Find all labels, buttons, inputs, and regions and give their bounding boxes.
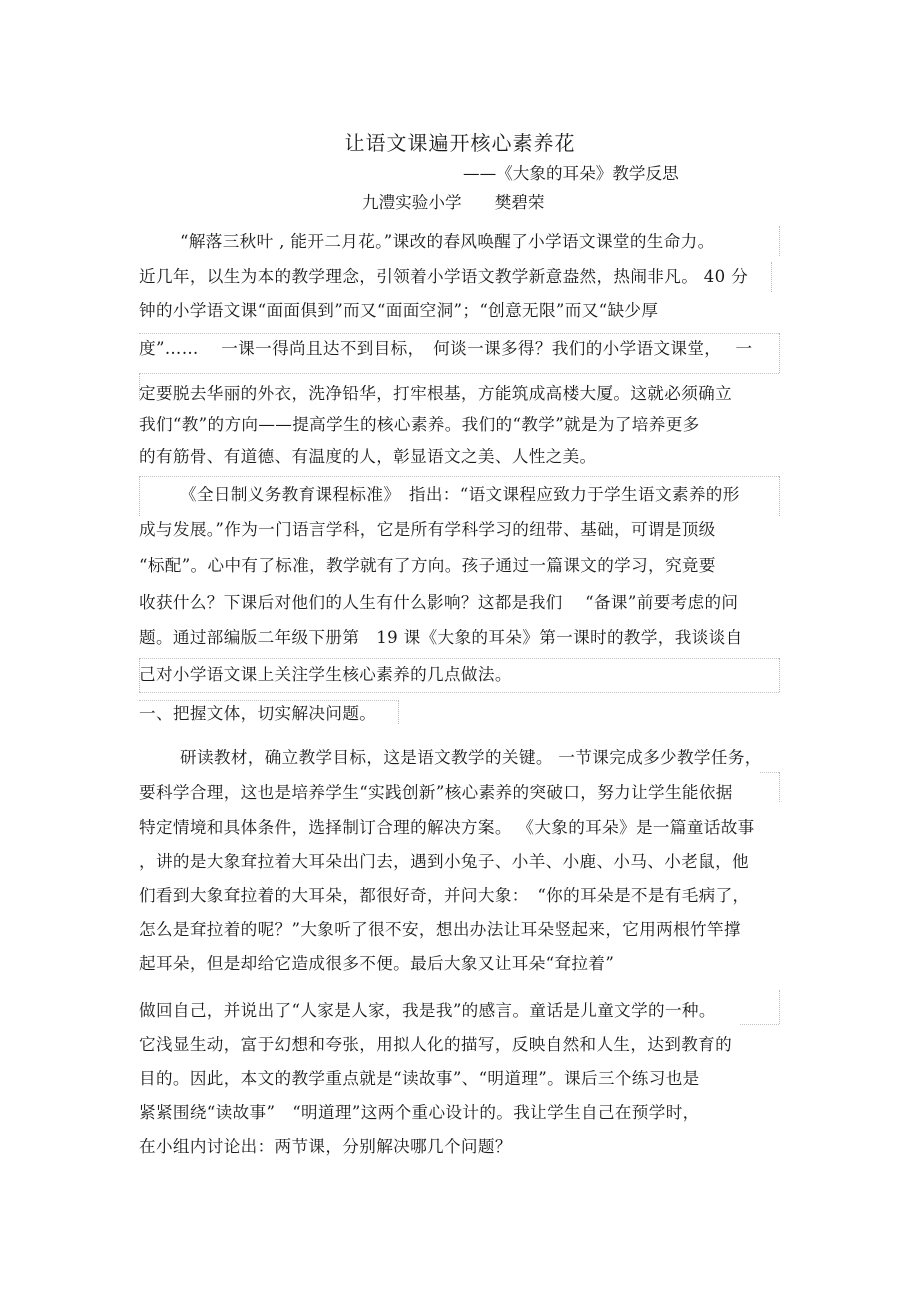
scan-mark bbox=[779, 333, 780, 373]
body-line: 做回自己，并说出了“人家是人家，我是我”的感言。童话是儿童文学的一种。 bbox=[139, 1001, 716, 1020]
scan-mark bbox=[139, 373, 779, 374]
body-line: 定要脱去华丽的外衣，洗净铅华，打牢根基，方能筑成高楼大厦。这就必须确立 bbox=[139, 384, 733, 403]
body-line: “解落三秋叶 , 能开二月花。”课改的春风唤醒了小学语文课堂的生命力。 bbox=[180, 232, 715, 251]
scan-mark bbox=[779, 658, 780, 692]
body-line: 《全日制义务教育课程标准》 指出：“语文课程应致力于学生语文素养的形 bbox=[180, 485, 740, 504]
body-line: 在小组内讨论出：两节课，分别解决哪几个问题？ bbox=[139, 1137, 512, 1156]
scan-mark bbox=[740, 1024, 779, 1025]
scan-mark bbox=[139, 333, 779, 334]
scan-mark bbox=[760, 772, 779, 773]
body-line: 近几年，以生为本的教学理念，引领着小学语文教学新意盎然，热闹非凡。 40 分 bbox=[139, 267, 749, 286]
body-line: 题。通过部编版二年级下册第 19 课《大象的耳朵》第一课时的教学，我谈谈自 bbox=[139, 628, 743, 647]
body-line: 要科学合理，这也是培养学生“实践创新”核心素养的突破口，努力让学生能依据 bbox=[139, 783, 733, 802]
scan-mark bbox=[139, 700, 399, 701]
body-line: 特定情境和具体条件，选择制订合理的解决方案。 《大象的耳朵》是一篇童话故事 bbox=[139, 818, 755, 837]
body-line: 度”…… 一课一得尚且达不到目标， 何谈一课多得？我们的小学语文课堂， 一 bbox=[139, 339, 753, 358]
scan-mark bbox=[139, 476, 140, 516]
scan-mark bbox=[139, 476, 779, 477]
scan-mark bbox=[779, 226, 780, 256]
author-line: 九澧实验小学 樊碧荣 bbox=[362, 193, 545, 212]
body-line: ，讲的是大象耷拉着大耳朵出门去，遇到小兔子、小羊、小鹿、小马、小老鼠，他 bbox=[139, 852, 749, 871]
scan-mark bbox=[779, 476, 780, 516]
page-subtitle: ——《大象的耳朵》教学反思 bbox=[463, 164, 679, 183]
scan-mark bbox=[139, 658, 140, 692]
body-line: 的有筋骨、有道德、有温度的人，彰显语文之美、人性之美。 bbox=[139, 447, 597, 466]
body-line: 研读教材，确立教学目标，这是语文教学的关键。 一节课完成多少教学任务， bbox=[180, 748, 762, 767]
scan-mark bbox=[398, 700, 399, 724]
body-line: “标配”。心中有了标准，教学就有了方向。孩子通过一篇课文的学习，究竟要 bbox=[139, 556, 716, 575]
scan-mark bbox=[139, 658, 779, 659]
scan-mark bbox=[139, 373, 140, 399]
scan-mark bbox=[779, 990, 780, 1024]
scan-mark bbox=[139, 692, 779, 693]
body-line: 们看到大象耷拉着的大耳朵，都很好奇，并问大象： “你的耳朵是不是有毛病了， bbox=[139, 886, 750, 905]
body-line: 己对小学语文课上关注学生核心素养的几点做法。 bbox=[139, 665, 512, 684]
body-line: 怎么是耷拉着的呢？”大象听了很不安，想出办法让耳朵竖起来，它用两根竹竿撑 bbox=[139, 920, 741, 939]
body-line: 它浅显生动，富于幻想和夸张，用拟人化的描写，反映自然和人生，达到教育的 bbox=[139, 1035, 733, 1054]
body-line: 我们“教”的方向——提高学生的核心素养。我们的“教学”就是为了培养更多 bbox=[139, 415, 700, 434]
body-line: 钟的小学语文课“面面俱到”而又“面面空洞”；“创意无限”而又“缺少厚 bbox=[139, 301, 659, 320]
body-line: 收获什么？下课后对他们的人生有什么影响？这都是我们 “备课”前要考虑的问 bbox=[139, 593, 739, 612]
section-heading: 一、把握文体，切实解决问题。 bbox=[139, 704, 377, 723]
page-title: 让语文课遍开核心素养花 bbox=[344, 131, 576, 155]
body-line: 目的。因此，本文的教学重点就是“读故事”、“明道理”。课后三个练习也是 bbox=[139, 1069, 700, 1088]
scan-mark bbox=[771, 262, 772, 292]
body-line: 起耳朵，但是却给它造成很多不便。最后大象又让耳朵“耷拉着” bbox=[139, 954, 615, 973]
body-line: 紧紧围绕“读故事” “明道理”这两个重心设计的。我让学生自己在预学时， bbox=[139, 1103, 700, 1122]
body-line: 成与发展。”作为一门语言学科，它是所有学科学习的纽带、基础，可谓是顶级 bbox=[139, 520, 716, 539]
scan-mark bbox=[779, 772, 780, 802]
